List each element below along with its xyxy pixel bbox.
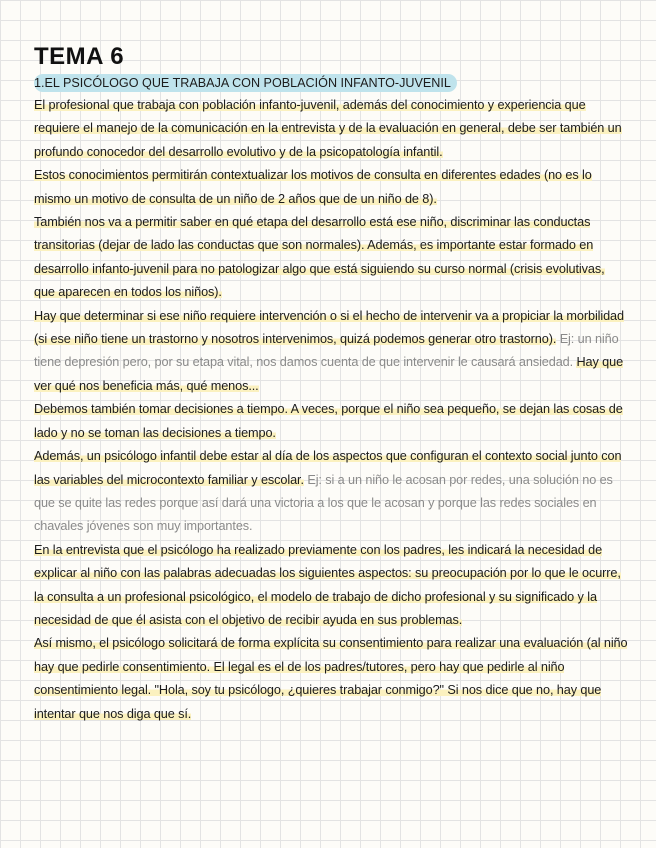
paragraph: [34, 445, 628, 539]
paragraph-text: Debemos también tomar decisiones a tiempo. A veces, porque el niño sea pequeño, se dejan las cosas de lado y no se toman las decisiones a tiempo.: [34, 402, 623, 440]
paragraph: [34, 539, 628, 633]
example-text: Ej: un niño tiene depresión pero, por su etapa vital, nos damos cuenta de que intervenir le causará ansiedad.: [34, 332, 619, 370]
paragraph: [34, 94, 628, 164]
notes-body: [34, 94, 628, 726]
example-text: Ej: si a un niño le acosan por redes, una solución no es que se quite las redes porque así dará una victoria a los que le acosan y porque las redes sociales en chavales jóvenes son muy importantes.: [34, 472, 613, 534]
page-title: TEMA 6: [34, 43, 125, 70]
paragraph: [34, 632, 628, 726]
paragraph-text: El profesional que trabaja con población infanto-juvenil, además del conocimiento y experiencia que requiere el manejo de la comunicación en la entrevista y de la evaluación en general, debe ser también un profundo conocedor del desarrollo evolutivo y de la psicopatología infantil.: [34, 98, 622, 159]
paragraph: [34, 305, 628, 399]
paragraph: [34, 164, 628, 211]
paragraph: [34, 211, 628, 305]
paragraph-text: En la entrevista que el psicólogo ha realizado previamente con los padres, les indicará la necesidad de explicar al niño con las palabras adecuadas los siguientes aspectos: su preocupación por lo que le ocurre, la consulta a un profesional psicológico, el modelo de trabajo de dicho profesional y su significado y la necesidad de que él asista con el objetivo de recibir ayuda en sus problemas.: [34, 542, 621, 627]
paragraph-text: Además, un psicólogo infantil debe estar al día de los aspectos que configuran el contexto social junto con las variables del microcontexto familiar y escolar.: [34, 449, 622, 487]
paragraph: [34, 398, 628, 445]
paragraph-text: Estos conocimientos permitirán contextualizar los motivos de consulta en diferentes edades (no es lo mismo un motivo de consulta de un niño de 2 años que de un niño de 8).: [34, 168, 592, 206]
section-heading: 1.EL PSICÓLOGO QUE TRABAJA CON POBLACIÓN INFANTO-JUVENIL: [34, 74, 457, 92]
paragraph-text: Hay que determinar si ese niño requiere intervención o si el hecho de intervenir va a propiciar la morbilidad (si ese niño tiene un trastorno y nosotros intervenimos, quizá podemos generar otro trastorno).: [34, 308, 624, 347]
paragraph-text: Así mismo, el psicólogo solicitará de forma explícita su consentimiento para realizar una evaluación (al niño hay que pedirle consentimiento. El legal es el de los padres/tutores, pero hay que pedirle al niño consentimiento legal. "Hola, soy tu psicólogo, ¿quieres trabajar conmigo?" Si nos dice que no, hay que intentar que nos diga que sí.: [34, 636, 628, 721]
paragraph-text: Hay que ver qué nos beneficia más, qué menos...: [34, 355, 624, 393]
paragraph-text: También nos va a permitir saber en qué etapa del desarrollo está ese niño, discriminar las conductas transitorias (dejar de lado las conductas que son normales). Además, es importante estar formado en desarrollo infanto-juvenil para no patologizar algo que está siguiendo su curso normal (crisis evolutivas, que aparecen en todos los niños).: [34, 215, 605, 300]
